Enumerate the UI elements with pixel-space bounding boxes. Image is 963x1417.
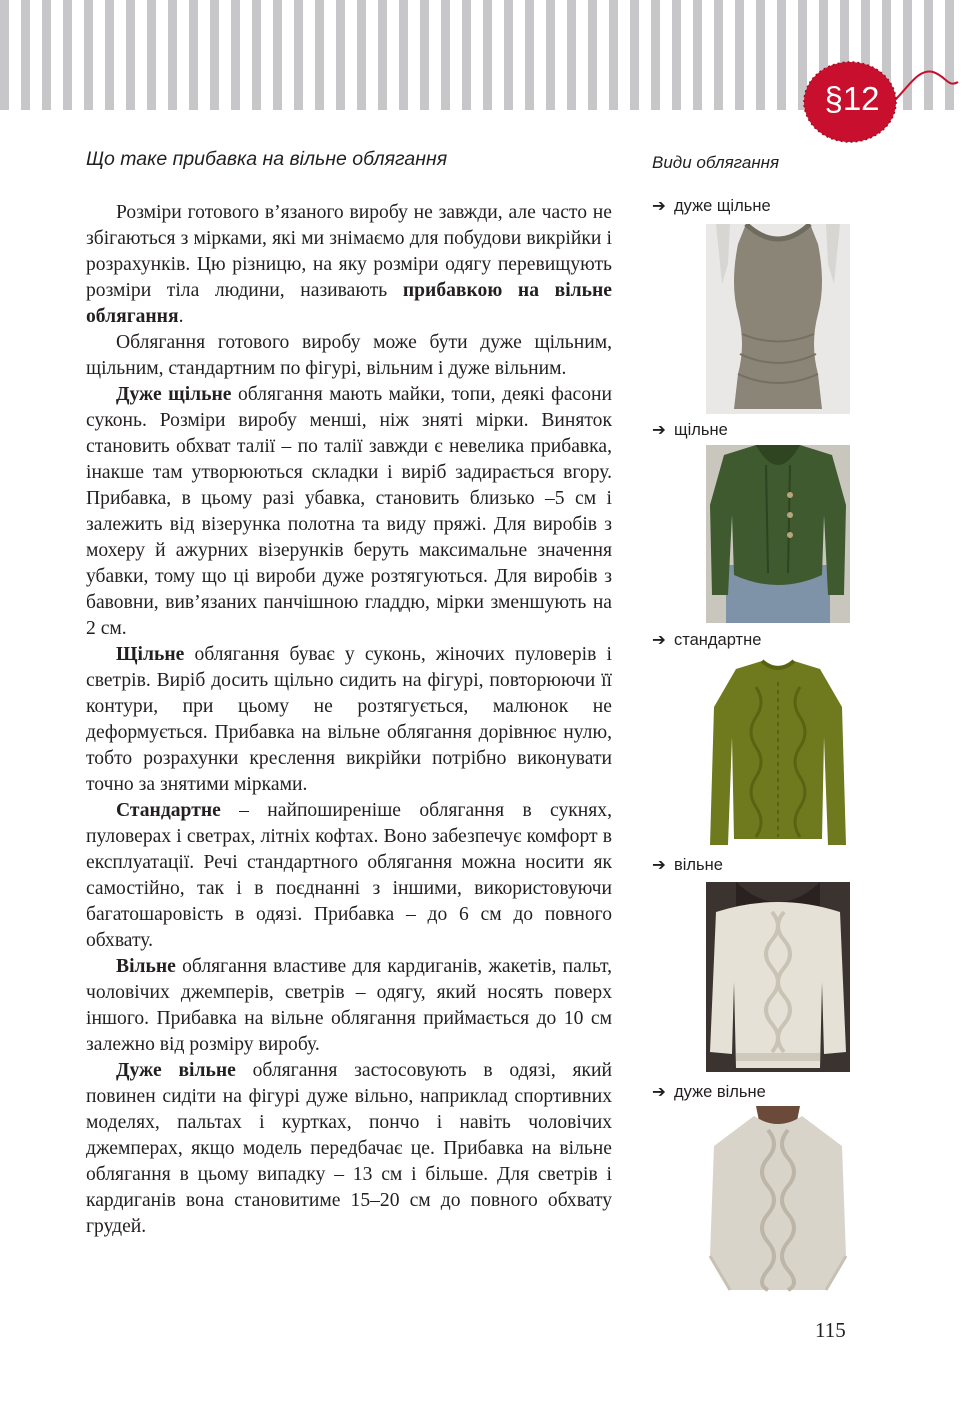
key-term: Дуже вільне (116, 1060, 236, 1081)
arrow-right-icon: ➔ (652, 421, 666, 439)
cream-cable-sweater-photo (706, 882, 850, 1072)
section-number: §12 (824, 80, 880, 117)
oversized-knit-poncho-photo (706, 1106, 850, 1292)
fit-label-standard: ➔ стандартне (652, 631, 762, 649)
main-text (86, 200, 612, 1240)
paragraph: Облягання готового виробу може бути дуже щільним, щільним, стандартним по фігурі, вільним і дуже вільним. (86, 332, 612, 379)
paragraph: Розміри готового в’язаного виробу не завжди, але часто не збігаються з мірками, які ми знімаємо для побудови викрійки і розрахунків. Цю різницю, на яку розміри одягу перевищують розміри тіла людини, називають прибавкою на вільне облягання. (86, 202, 612, 327)
key-term: прибавкою на вільне облягання (86, 280, 612, 327)
sidebar-title: Види облягання (652, 153, 780, 172)
fit-label-very-tight: ➔ дуже щільне (652, 197, 771, 215)
paragraph: Щільне облягання буває у суконь, жіночих пуловерів і светрів. Виріб досить щільно сидить на фігурі, повторюючи її контури, при цьому не розтягується, малюнок не деформується. Прибавка на вільне облягання дорівнює нулю, тобто розрахунки креслення викрійки потрібно виконувати точно за знятими мірками. (86, 644, 612, 795)
paragraph: Стандартне – найпоширеніше облягання в сукнях, пуловерах і светрах, літніх кофтах. Воно забезпечує комфорт в експлуатації. Речі стандартного облягання можна носити як самостійно, так і в поєднанні з іншими, використовуючи багатошаровість в одязі. Прибавка – до 6 см до повного обхвату. (86, 800, 612, 951)
arrow-right-icon: ➔ (652, 631, 666, 649)
green-cardigan-photo (706, 445, 850, 623)
paragraph: Вільне облягання властиве для кардиганів, жакетів, пальт, чоловічих джемперів, светрів – одягу, який носять поверх іншого. Прибавка на вільне облягання приймається до 10 см залежно від розміру виробу. (86, 956, 612, 1055)
paragraph: Дуже щільне облягання мають майки, топи, деякі фасони суконь. Розміри виробу менші, ніж зняті мірки. Виняток становить обхват талії – по талії завжди є невелика прибавка, інакше там утворюються складки і виріб задирається вгору. Прибавка, в цьому разі убавка, становить близько –5 см і залежить від візерунка полотна та виду пряжі. Для виробів з мохеру й ажурних візерунків беруть максимальне значення убавки, тому що ці вироби дуже розтягуються. Для виробів з бавовни, вив’язаних панчішною гладдю, мірки зменшують на 2 см. (86, 384, 612, 639)
key-term: Стандартне (116, 800, 221, 821)
photo-very-loose (706, 1106, 850, 1292)
sleeveless-knit-top-photo (706, 224, 850, 414)
photo-loose (706, 882, 850, 1072)
fit-label-loose: ➔ вільне (652, 856, 723, 874)
key-term: Дуже щільне (116, 384, 232, 405)
arrow-right-icon: ➔ (652, 856, 666, 874)
section-badge (798, 58, 963, 148)
photo-standard (706, 657, 850, 849)
key-term: Вільне (116, 956, 176, 977)
page-number: 115 (815, 1318, 846, 1342)
photo-tight (706, 445, 850, 623)
arrow-right-icon: ➔ (652, 1083, 666, 1101)
arrow-right-icon: ➔ (652, 197, 666, 215)
olive-cable-sweater-photo (706, 657, 850, 849)
key-term: Щільне (116, 644, 185, 665)
fit-label-tight: ➔ щільне (652, 421, 728, 439)
photo-very-tight (706, 224, 850, 414)
paragraph: Дуже вільне облягання застосовують в одязі, який повинен сидіти на фігурі дуже вільно, наприклад спортивних моделях, пальтах і куртках, пончо і навіть чоловічих джемперах, якщо модель передбачає це. Прибавка на вільне облягання в цьому випадку – 13 см і більше. Для светрів і кардиганів вона становитиме 15–20 см до повного обхвату грудей. (86, 1060, 612, 1237)
fit-label-very-loose: ➔ дуже вільне (652, 1083, 766, 1101)
section-title: Що таке прибавка на вільне облягання (86, 148, 448, 170)
